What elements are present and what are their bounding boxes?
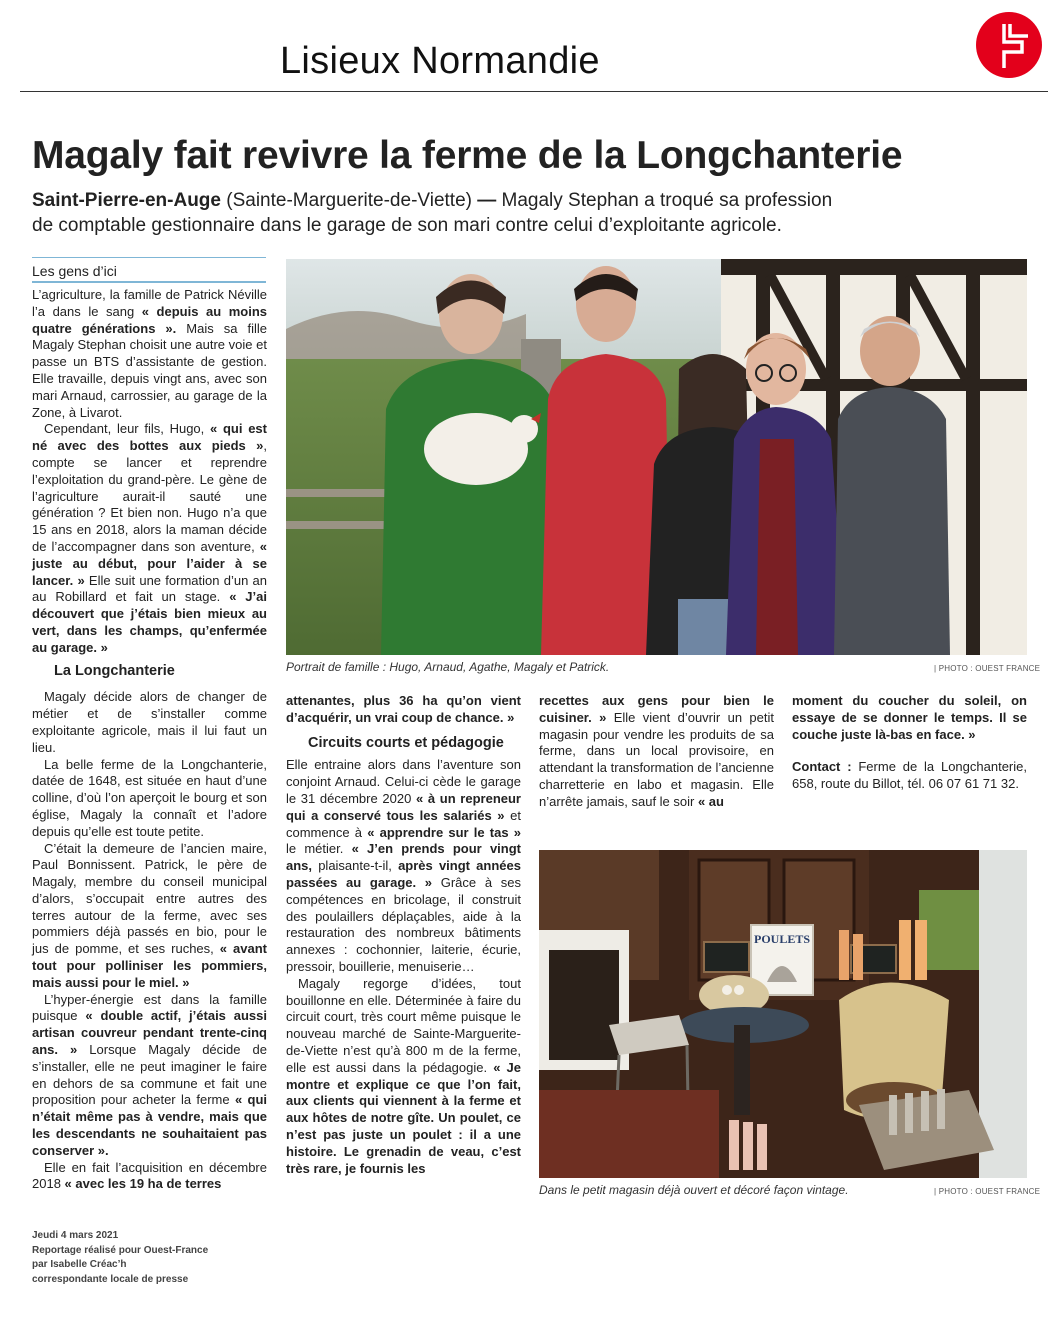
footer-line-2: Reportage réalisé pour Ouest-France <box>32 1244 209 1256</box>
paragraph: L’agriculture, la famille de Patrick Néville l’a dans le sang « depuis au moins quatre générations ». Mais sa fille Magaly Stephan choisit une autre voie et passe un BTS d’assistante de gestion. Elle travaille, depuis vingt ans, avec son mari Arnaud, carrossier, au garage de la Zone, à Livarot. <box>32 287 268 420</box>
footer-line-3: par Isabelle Créac’h <box>32 1259 127 1270</box>
section-label: Les gens d’ici <box>32 263 266 283</box>
subhead-circuits-courts: Circuits courts et pédagogie <box>308 734 504 751</box>
paragraph: attenantes, plus 36 ha qu’on vient d’acquérir, un vrai coup de chance. » <box>286 693 521 725</box>
lede-line2: de comptable gestionnaire dans le garage de son mari contre celui d’exploitante agricole. <box>32 215 782 236</box>
contact-paragraph: Contact : Ferme de la Longchanterie, 658, route du Billot, tél. 06 07 61 71 32. <box>792 759 1027 792</box>
paragraph: Magaly décide alors de changer de métier et de s’installer comme exploitante agricole, mais il lui faut un lieu. <box>32 689 267 755</box>
lede-subplace: (Sainte-Marguerite-de-Viette) <box>226 190 472 211</box>
lede-dash: — <box>477 190 497 211</box>
poulets-sign-text: POULETS <box>753 932 811 946</box>
photo1-credit: | PHOTO : OUEST FRANCE <box>934 664 1041 673</box>
paragraph: La belle ferme de la Longchanterie, datée de 1648, est située en haut d’une colline, d’où l’on aperçoit le bourg et son église, Magaly la connaît et l’adore depuis qu’elle est toute petite. <box>32 756 267 839</box>
lede-line1: Magaly Stephan a troqué sa profession <box>501 190 833 211</box>
lede-place: Saint-Pierre-en-Auge <box>32 190 221 211</box>
photo2-caption: Dans le petit magasin déjà ouvert et décoré façon vintage. <box>539 1183 849 1197</box>
article-column-4 <box>792 693 1027 793</box>
masthead-title: Lisieux Normandie <box>280 40 600 82</box>
newspaper-logo-icon <box>976 12 1042 78</box>
footer-date: Jeudi 4 mars 2021 <box>32 1230 119 1241</box>
article-lede <box>32 188 1022 238</box>
shop-interior-photo <box>539 850 1027 1178</box>
footer-credits <box>32 1229 208 1287</box>
footer-line-4: correspondante locale de presse <box>32 1273 189 1285</box>
paragraph: Elle en fait l’acquisition en décembre 2018 « avec les 19 ha de terres <box>32 1159 267 1192</box>
photo1-caption: Portrait de famille : Hugo, Arnaud, Agathe, Magaly et Patrick. <box>286 660 610 674</box>
paragraph: Magaly regorge d’idées, tout bouillonne en elle. Déterminée à faire du circuit court, très court même puisque le nouveau marché de Sainte-Marguerite-de-Viette n’est qu’à 800 m de la ferme, elle est aussi dans la pédagogie. « Je montre et explique ce que l’on fait, aux clients qui viennent à la ferme et aux hôtes de notre gîte. Un poulet, ce n’est pas juste un poulet : il a une histoire. Le grenadin de veau, c’est très rare, je fournis les <box>286 975 521 1176</box>
paragraph: Cependant, leur fils, Hugo, « qui est né avec des bottes aux pieds », compte se lancer et reprendre l’exploitation du grand-père. Le gène de l’agriculture aurait-il sauté une génération ? Et bien non. Hugo n’a que 15 ans en 2018, alors la maman décide de l’accompagner dans son aventure, « juste au début, pour l’aider à se lancer. » Elle suit une formation d’un an au Robillard et fait un stage. « J’ai découvert que j’étais bien mieux au vert, dans les champs, qu’enfermée au garage. » <box>32 421 268 655</box>
paragraph: moment du coucher du soleil, on essaye de se donner le temps. Il se couche juste là-bas en face. » <box>792 693 1027 742</box>
article-column-3 <box>539 693 774 811</box>
article-headline: Magaly fait revivre la ferme de la Longchanterie <box>32 134 903 177</box>
paragraph: Elle entraine alors dans l’aventure son conjoint Arnaud. Celui-ci cède le garage le 31 décembre 2020 « à un repreneur qui a conservé tous les salariés » et commence à « apprendre sur le tas » le métier. « J’en prends pour vingt ans, plaisante-t-il, après vingt années passées au garage. » Grâce à ses compétences en bricolage, il construit des poulaillers déplaçables, aide à la restauration des nombreux bâtiments annexes : cochonnier, laiterie, écurie, pressoir, bouillerie, menuiserie… <box>286 757 522 974</box>
article-column-1 <box>32 287 267 1193</box>
paragraph: L’hyper-énergie est dans la famille puisque « double actif, j’étais aussi artisan couvreur pendant trente-cinq ans. » Lorsque Magaly décide de s’installer, elle ne peut imaginer le faire en dehors de sa commune et fait une proposition pour acheter la ferme « qui n’était même pas à vendre, mais que les descendants ne souhaitaient pas conserver ». <box>32 991 267 1158</box>
shop-interior-illustration <box>539 850 1027 1178</box>
paragraph: C’était la demeure de l’ancien maire, Paul Bonnissent. Patrick, le père de Magaly, membre du conseil municipal d’alors, s’occupait entre autres des terres autour de la ferme, avec ses pommiers déjà passés en bio, pour le jus de pomme, et ses ruches, « avant tout pour polliniser les pommiers, mais aussi pour le miel. » <box>32 840 267 990</box>
masthead-rule <box>20 91 1048 92</box>
paragraph: recettes aux gens pour bien le cuisiner. » Elle vient d’ouvrir un petit magasin pour vendre les produits de sa ferme, dans un local provisoire, en attendant la transformation de l’ancienne charretterie en labo et magasin. Elle n’arrête jamais, sauf le soir « au <box>539 693 775 809</box>
article-column-2 <box>286 693 521 1177</box>
subhead-longchanterie: La Longchanterie <box>54 662 175 679</box>
photo2-credit: | PHOTO : OUEST FRANCE <box>934 1187 1041 1196</box>
family-portrait-illustration <box>286 259 1027 655</box>
family-portrait-photo <box>286 259 1027 655</box>
